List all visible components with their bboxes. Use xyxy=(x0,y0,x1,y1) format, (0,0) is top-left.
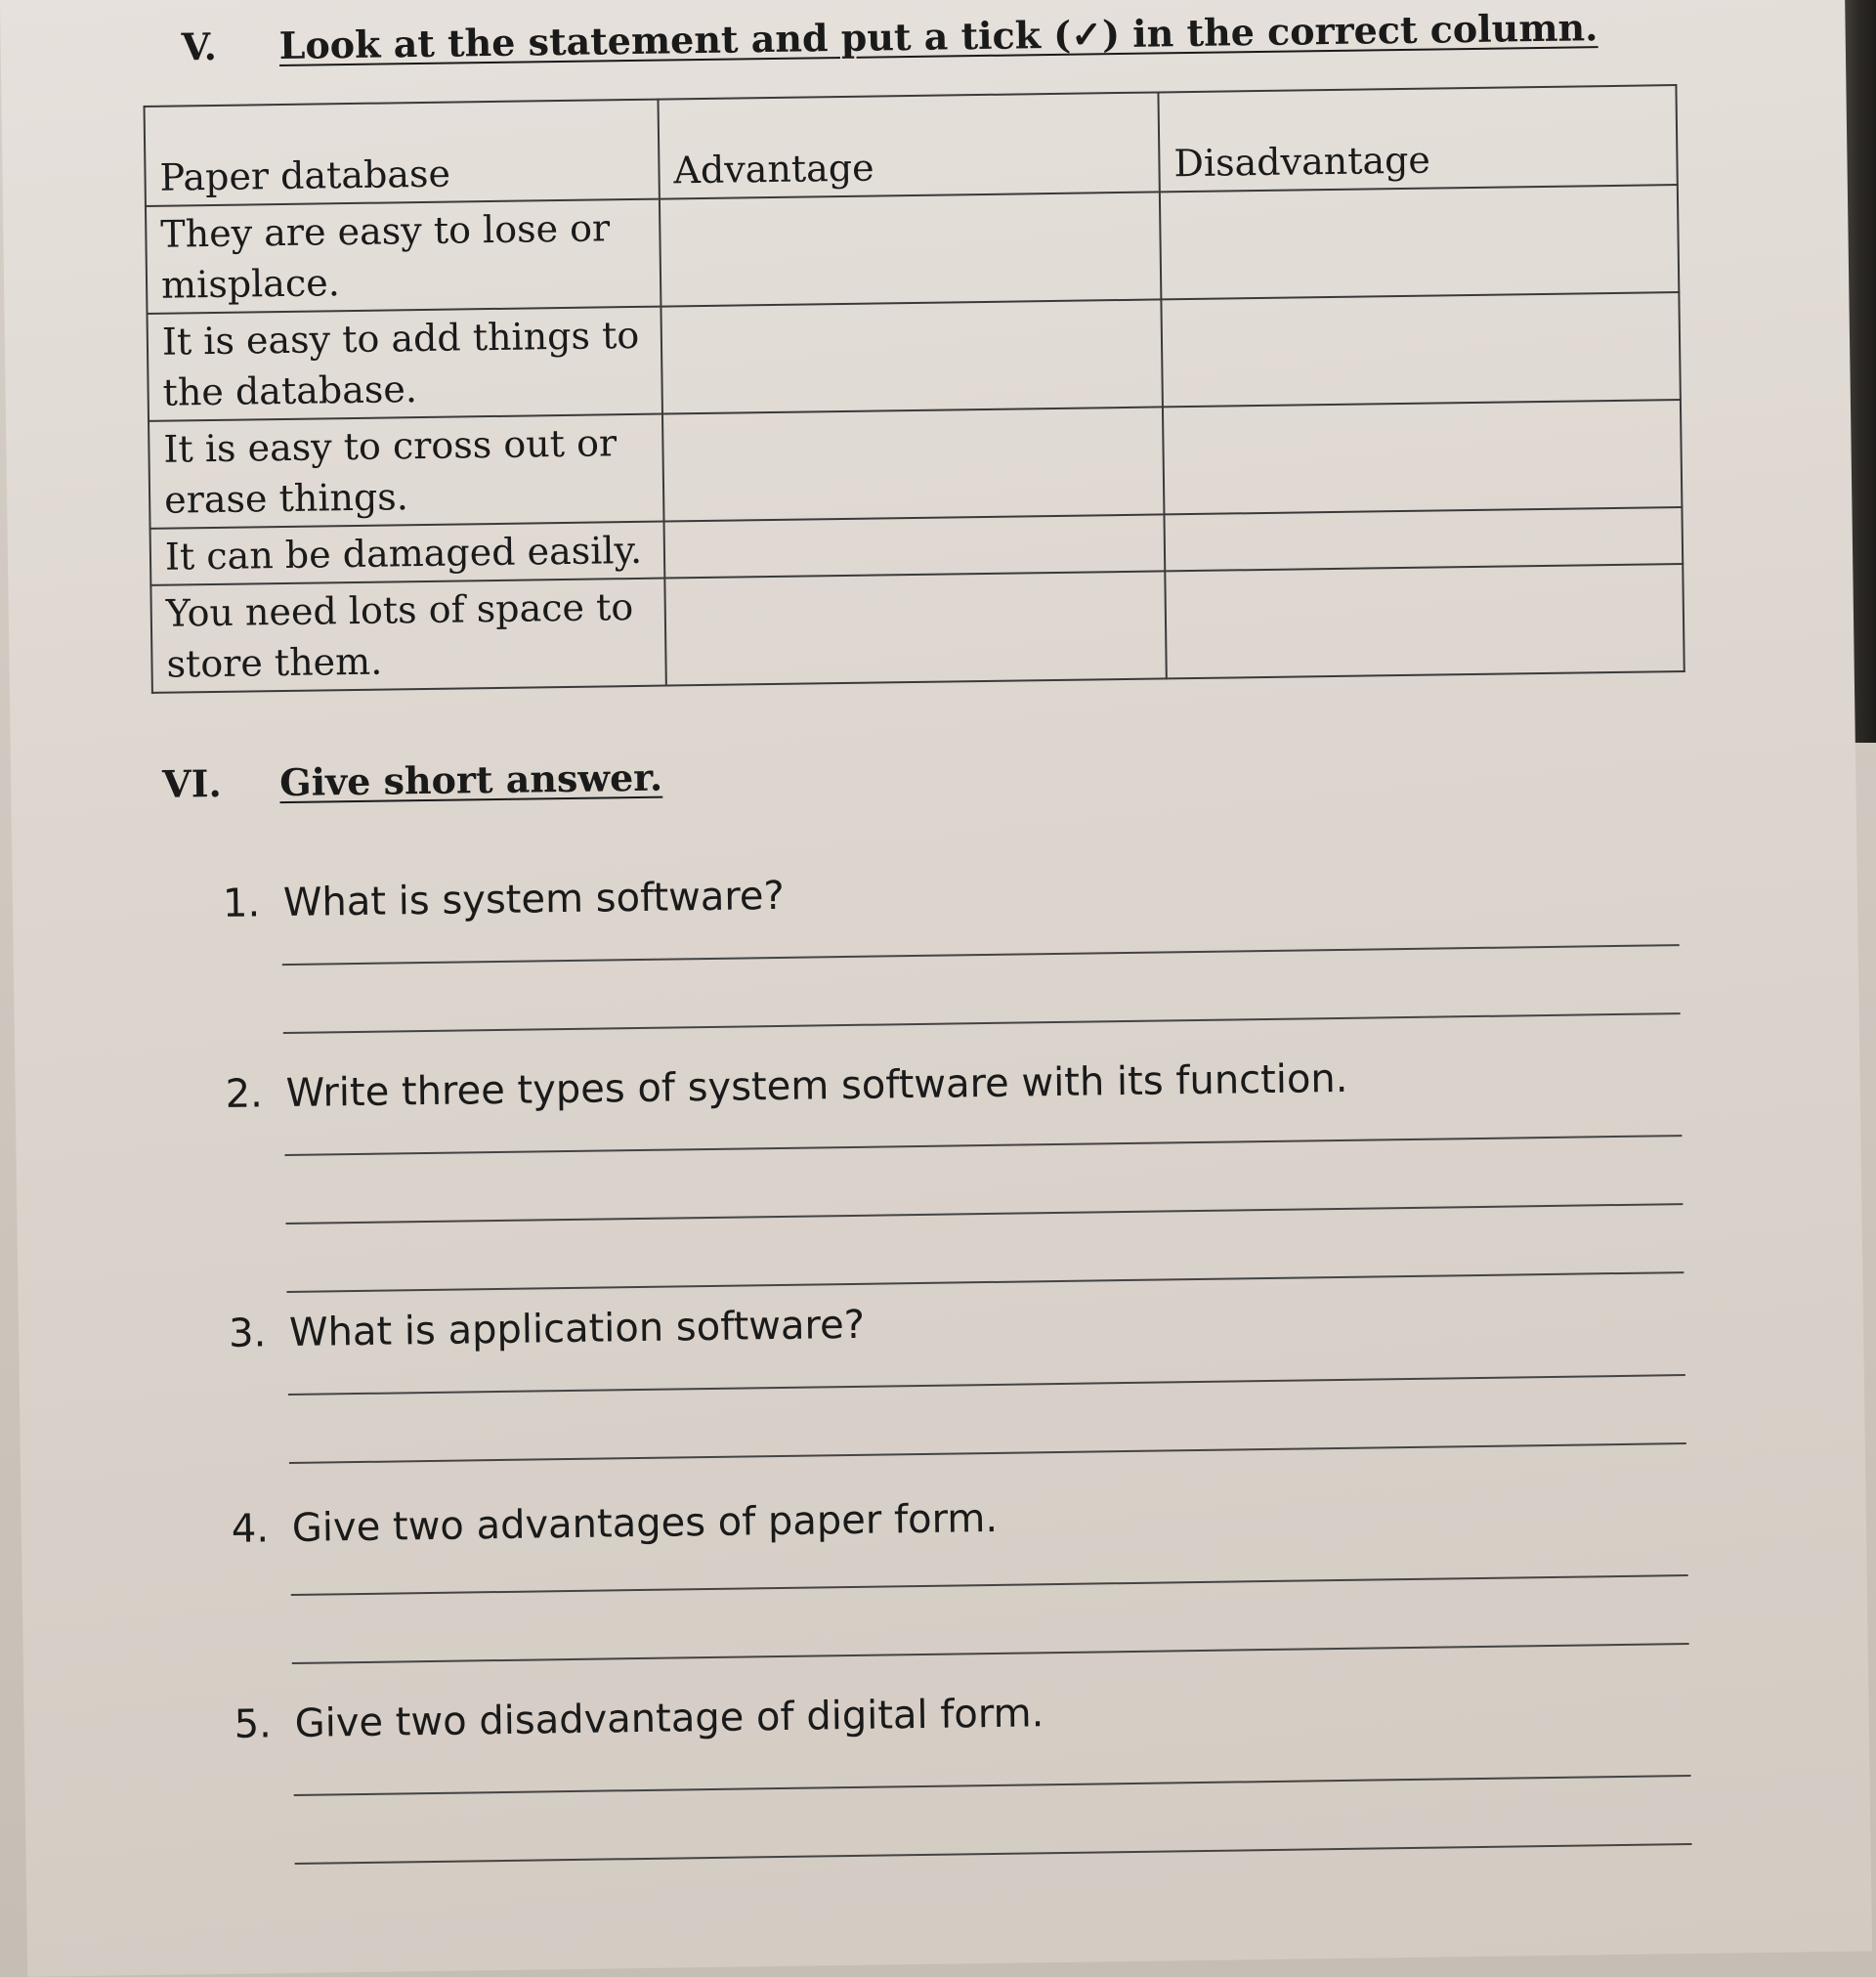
disadvantage-tick-cell[interactable] xyxy=(1161,292,1680,407)
answer-line[interactable] xyxy=(288,1374,1685,1396)
question-number: 5. xyxy=(234,1701,273,1747)
question-text: What is application software? xyxy=(288,1302,866,1355)
advantage-tick-cell[interactable] xyxy=(664,571,1166,685)
question-text: What is system software? xyxy=(282,873,786,926)
answer-line[interactable] xyxy=(295,1843,1692,1865)
answer-line[interactable] xyxy=(294,1775,1691,1796)
header-paper-database: Paper database xyxy=(145,100,660,206)
table-row xyxy=(150,564,1684,693)
answer-line[interactable] xyxy=(285,1135,1683,1156)
answer-line[interactable] xyxy=(292,1643,1689,1664)
question-number: 4. xyxy=(231,1506,270,1552)
table-row xyxy=(149,400,1682,529)
section-vi-title: Give short answer. xyxy=(278,754,663,805)
disadvantage-tick-cell[interactable] xyxy=(1160,185,1679,299)
disadvantage-tick-cell[interactable] xyxy=(1165,564,1684,678)
question-number: 1. xyxy=(222,881,261,926)
statement-cell: They are easy to lose or misplace. xyxy=(146,199,661,314)
statement-cell: It is easy to cross out or erase things. xyxy=(149,414,663,529)
question-3 xyxy=(229,1303,865,1356)
statement-cell: It can be damaged easily. xyxy=(150,522,665,585)
advantage-tick-cell[interactable] xyxy=(660,192,1161,306)
question-5 xyxy=(234,1691,1044,1747)
advantage-tick-cell[interactable] xyxy=(664,514,1166,578)
question-text: Give two advantages of paper form. xyxy=(291,1495,999,1551)
question-number: 2. xyxy=(225,1071,264,1117)
section-v-heading xyxy=(181,5,1598,68)
question-2 xyxy=(225,1056,1347,1117)
answer-line[interactable] xyxy=(283,1012,1681,1034)
question-text: Write three types of system software with its function. xyxy=(285,1055,1348,1117)
section-vi-heading xyxy=(162,755,662,806)
answer-line[interactable] xyxy=(282,944,1680,966)
answer-line[interactable] xyxy=(285,1203,1683,1225)
statement-cell: You need lots of space to store them. xyxy=(150,579,665,693)
disadvantage-tick-cell[interactable] xyxy=(1163,400,1682,514)
question-1 xyxy=(223,874,785,926)
section-v-number: V. xyxy=(181,23,218,69)
tick-table xyxy=(144,84,1685,694)
disadvantage-tick-cell[interactable] xyxy=(1164,507,1683,571)
table-row xyxy=(146,185,1679,314)
question-number: 3. xyxy=(228,1311,267,1356)
answer-line[interactable] xyxy=(291,1574,1688,1596)
question-text: Give two disadvantage of digital form. xyxy=(294,1691,1045,1746)
table-row xyxy=(147,292,1680,421)
section-v-instruction: Look at the statement and put a tick (✓) in the correct column. xyxy=(278,5,1599,68)
header-advantage: Advantage xyxy=(658,92,1159,198)
statement-cell: It is easy to add things to the database. xyxy=(147,307,661,421)
question-4 xyxy=(232,1496,999,1552)
section-vi-number: VI. xyxy=(161,760,223,806)
answer-line[interactable] xyxy=(289,1442,1686,1464)
advantage-tick-cell[interactable] xyxy=(661,299,1162,413)
advantage-tick-cell[interactable] xyxy=(662,407,1164,521)
answer-line[interactable] xyxy=(286,1271,1684,1293)
header-disadvantage: Disadvantage xyxy=(1158,85,1677,192)
